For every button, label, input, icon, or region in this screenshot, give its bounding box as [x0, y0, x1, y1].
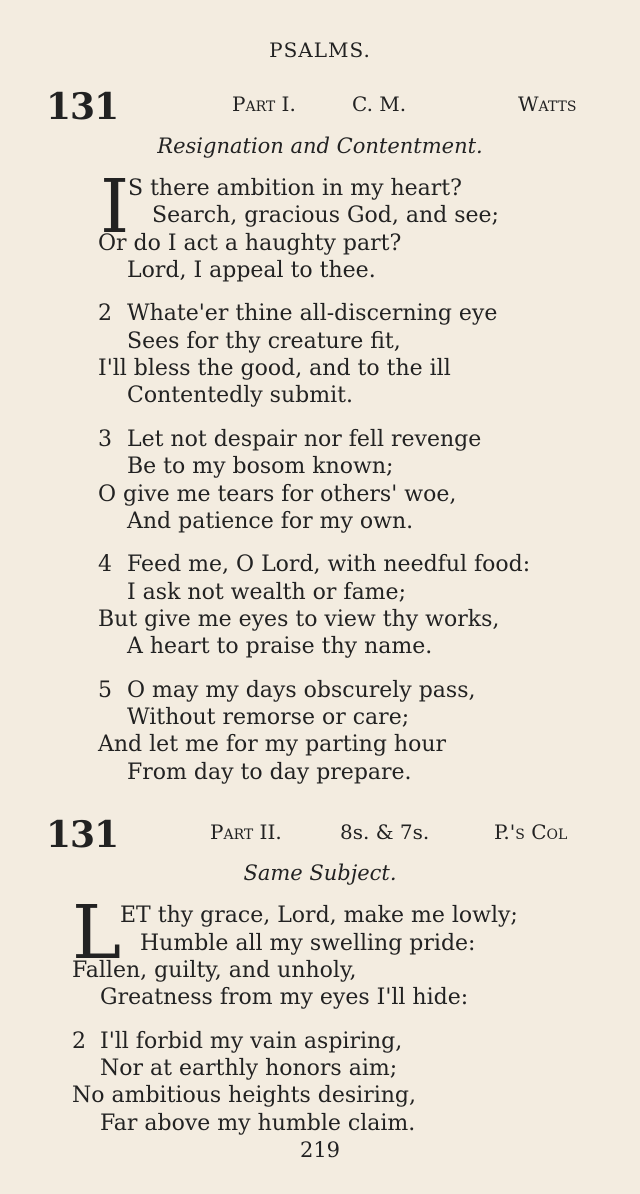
- verse-line: Be to my bosom known;: [127, 454, 394, 479]
- drop-cap: L: [72, 890, 122, 976]
- stanza-number: 4: [98, 552, 112, 577]
- verse-line: Without remorse or care;: [127, 705, 410, 730]
- verse-line: I'll bless the good, and to the ill: [98, 356, 451, 381]
- stanza-number: 2: [98, 301, 112, 326]
- hymn-meter: C. M.: [352, 92, 407, 116]
- hymn-part: Part II.: [210, 820, 282, 844]
- verse-line: Whate'er thine all-discerning eye: [127, 301, 498, 326]
- verse-line: And let me for my parting hour: [98, 732, 447, 757]
- verse-line: And patience for my own.: [127, 509, 414, 534]
- verse-line: Far above my humble claim.: [100, 1111, 416, 1136]
- verse-line: Feed me, O Lord, with needful food:: [127, 552, 531, 577]
- verse-line: Let not despair nor fell revenge: [127, 427, 482, 452]
- verse-line: I ask not wealth or fame;: [127, 580, 406, 605]
- verse-line: Humble all my swelling pride:: [140, 931, 476, 956]
- stanza-number: 3: [98, 427, 112, 452]
- verse-line: From day to day prepare.: [127, 760, 412, 785]
- verse-line: Greatness from my eyes I'll hide:: [100, 985, 469, 1010]
- verse-line: ET thy grace, Lord, make me lowly;: [120, 903, 518, 928]
- hymn-title: Resignation and Contentment.: [157, 134, 483, 158]
- verse-line: Lord, I appeal to thee.: [127, 258, 376, 283]
- verse-line: S there ambition in my heart?: [128, 176, 462, 201]
- drop-cap: I: [100, 164, 130, 250]
- hymn-number: 131: [46, 814, 119, 856]
- verse-line: Search, gracious God, and see;: [152, 203, 499, 228]
- verse-line: Sees for thy creature fit,: [127, 329, 401, 354]
- stanza-number: 2: [72, 1029, 86, 1054]
- verse-line: No ambitious heights desiring,: [72, 1083, 416, 1108]
- verse-line: Or do I act a haughty part?: [98, 231, 402, 256]
- verse-line: I'll forbid my vain aspiring,: [100, 1029, 403, 1054]
- verse-line: Nor at earthly honors aim;: [100, 1056, 398, 1081]
- verse-line: Fallen, guilty, and unholy,: [72, 958, 357, 983]
- hymn-meter: 8s. & 7s.: [340, 820, 430, 844]
- running-head: PSALMS.: [269, 38, 371, 62]
- hymn-author: P.'s Col: [494, 820, 568, 844]
- verse-line: But give me eyes to view thy works,: [98, 607, 500, 632]
- hymn-part: Part I.: [232, 92, 296, 116]
- hymn-title: Same Subject.: [243, 861, 397, 885]
- verse-line: Contentedly submit.: [127, 383, 353, 408]
- stanza-number: 5: [98, 678, 112, 703]
- page-number: 219: [299, 1138, 341, 1162]
- hymn-number: 131: [46, 86, 119, 128]
- verse-line: O may my days obscurely pass,: [127, 678, 476, 703]
- verse-line: A heart to praise thy name.: [127, 634, 433, 659]
- verse-line: O give me tears for others' woe,: [98, 482, 457, 507]
- hymn-author: Watts: [518, 92, 577, 116]
